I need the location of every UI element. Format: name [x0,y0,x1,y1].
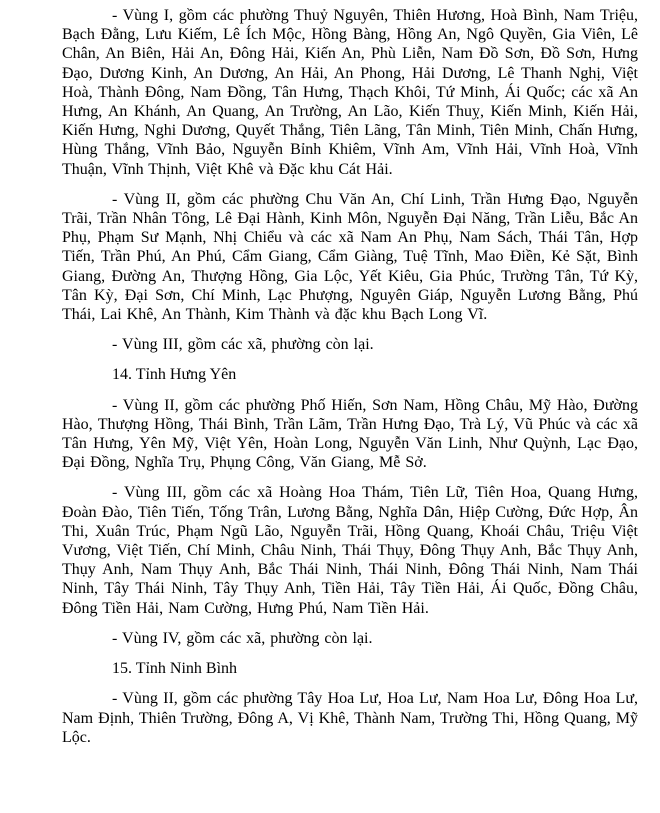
paragraph-vung-3-remainder: - Vùng III, gồm các xã, phường còn lại. [112,336,374,354]
paragraph-ninh-binh-vung-2-list: - Vùng II, gồm các phường Tây Hoa Lư, Hoa Lư, Nam Hoa Lư, Đông Hoa Lư, Nam Định, Thiên Trường, Đông A, Vị Khê, Thành Nam, Trường Thi, Hồng Quang, Mỹ Lộc. [62,690,638,746]
document-page [62,6,638,758]
paragraph-vung-2-list: - Vùng II, gồm các phường Chu Văn An, Chí Linh, Trần Hưng Đạo, Nguyễn Trãi, Trần Nhân Tông, Lê Đại Hành, Kinh Môn, Nguyễn Đại Năng, Trần Liễu, Bắc An Phụ, Phạm Sư Mạnh, Nhị Chiểu và các xã Nam An Phụ, Nam Sách, Thái Tân, Hợp Tiến, Trần Phú, An Phú, Cẩm Giang, Cẩm Giàng, Tuệ Tĩnh, Mao Điền, Kẻ Sặt, Bình Giang, Đường An, Thượng Hồng, Gia Lộc, Yết Kiêu, Gia Phúc, Trường Tân, Tứ Kỳ, Tân Kỳ, Đại Sơn, Chí Minh, Lạc Phượng, Nguyên Giáp, Nguyễn Lương Bằng, Phú Thái, Lai Khê, An Thành, Kim Thành và đặc khu Bạch Long Vĩ. [62,190,638,324]
paragraph-hung-yen-vung-4-remainder: - Vùng IV, gồm các xã, phường còn lại. [112,629,373,647]
heading-province-15-ninh-binh: 15. Tỉnh Ninh Bình [112,660,238,678]
paragraph-hung-yen-vung-2-list: - Vùng II, gồm các phường Phố Hiến, Sơn Nam, Hồng Châu, Mỹ Hào, Đường Hào, Thượng Hồng, Thái Bình, Trần Lãm, Trần Hưng Đạo, Trà Lý, Vũ Phúc và các xã Tân Hưng, Yên Mỹ, Việt Yên, Hoàn Long, Nguyễn Văn Linh, Như Quỳnh, Lạc Đạo, Đại Đồng, Nghĩa Trụ, Phụng Công, Văn Giang, Mễ Sở. [62,396,638,472]
paragraph-hung-yen-vung-3-list: - Vùng III, gồm các xã Hoàng Hoa Thám, Tiên Lữ, Tiên Hoa, Quang Hưng, Đoàn Đào, Tiên Tiến, Tống Trân, Lương Bằng, Nghĩa Dân, Hiệp Cường, Đức Hợp, Ân Thi, Xuân Trúc, Phạm Ngũ Lão, Nguyễn Trãi, Hồng Quang, Khoái Châu, Triệu Việt Vương, Việt Tiến, Chí Minh, Châu Ninh, Thái Thụy, Đông Thụy Anh, Bắc Thụy Anh, Thụy Anh, Nam Thụy Anh, Bắc Thái Ninh, Thái Ninh, Đông Thái Ninh, Nam Thái Ninh, Tây Thái Ninh, Tây Thụy Anh, Tiền Hải, Tây Tiền Hải, Ái Quốc, Đồng Châu, Đông Tiền Hải, Nam Cường, Hưng Phú, Nam Tiền Hải. [62,484,638,617]
heading-province-14-hung-yen: 14. Tỉnh Hưng Yên [112,366,237,384]
paragraph-vung-1-list: - Vùng I, gồm các phường Thuỷ Nguyên, Thiên Hương, Hoà Bình, Nam Triệu, Bạch Đằng, Lưu Kiếm, Lê Ích Mộc, Hồng Bàng, Hồng An, Ngô Quyền, Gia Viên, Lê Chân, An Biên, Hải An, Đông Hải, Kiến An, Phù Liễn, Nam Đồ Sơn, Đồ Sơn, Hưng Đạo, Dương Kinh, An Dương, An Hải, An Phong, Hải Dương, Lê Thanh Nghị, Việt Hoà, Thành Đông, Nam Đồng, Tân Hưng, Thạch Khôi, Tứ Minh, Ái Quốc; các xã An Hưng, An Khánh, An Quang, An Trường, An Lão, Kiến Thuỵ, Kiến Minh, Kiến Hải, Kiến Hưng, Nghi Dương, Quyết Thắng, Tiên Lãng, Tân Minh, Tiên Minh, Chấn Hưng, Hùng Thắng, Vĩnh Bảo, Nguyễn Bỉnh Khiêm, Vĩnh Am, Vĩnh Hải, Vĩnh Hoà, Vĩnh Thuận, Vĩnh Thịnh, Việt Khê và Đặc khu Cát Hải. [62,7,638,178]
